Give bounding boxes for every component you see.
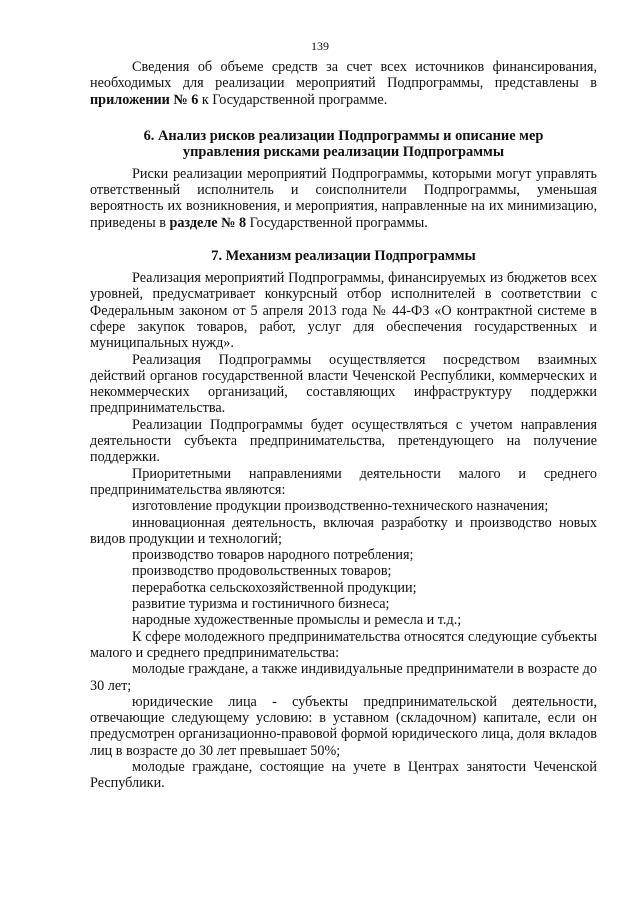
intro-appendix-ref: приложении № 6 [90, 91, 199, 108]
priority-item: развитие туризма и гостиничного бизнеса; [132, 596, 390, 613]
priority-item: производство товаров народного потребления; [132, 547, 414, 564]
priority-item: народные художественные промыслы и ремесла и т.д.; [132, 612, 462, 629]
section7-paragraph-2: Реализация Подпрограммы осуществляется посредством взаимных действий органов государственной власти Чеченской Республики, коммерческих и некоммерческих организаций, составляющих инфраструктуру поддержки предпринимательства. [90, 351, 597, 417]
priority-item: изготовление продукции производственно-технического назначения; [132, 498, 549, 515]
youth-item: молодые граждане, а также индивидуальные предприниматели в возрасте до 30 лет; [90, 661, 597, 694]
section6-heading-line2: управления рисками реализации Подпрограммы [182, 143, 505, 160]
youth-item: юридические лица - субъекты предпринимательской деятельности, отвечающие следующему условию: в уставном (складочном) капитале, если он предусмотрен организационно-правовой формой юридического лица, доля вкладов лиц в возрасте до 30 лет превышает 50%; [90, 693, 597, 759]
section6-heading [90, 128, 597, 160]
section7-paragraph-4: Приоритетными направлениями деятельности малого и среднего предпринимательства являются: [90, 465, 597, 498]
page-number: 139 [311, 39, 329, 53]
priority-item: переработка сельскохозяйственной продукции; [132, 579, 417, 596]
youth-item: молодые граждане, состоящие на учете в Центрах занятости Чеченской Республики. [90, 758, 597, 792]
youth-intro-paragraph: К сфере молодежного предпринимательства относятся следующие субъекты малого и среднего предпринимательства: [90, 628, 597, 661]
priority-item: производство продовольственных товаров; [132, 563, 392, 580]
intro-text: Сведения об объеме средств за счет всех источников финансирования, необходимых для реализации мероприятий Подпрограммы, представлены в [90, 59, 597, 92]
section7-paragraph-1: Реализация мероприятий Подпрограммы, финансируемых из бюджетов всех уровней, предусматривает конкурсный отбор исполнителей в соответствии с Федеральным законом от 5 апреля 2013 года № 44-ФЗ «О контрактной системе в сфере закупок товаров, работ, услуг для обеспечения государственных и муниципальных нужд». [90, 270, 597, 352]
page-content [90, 59, 597, 792]
intro-paragraph [90, 59, 597, 108]
section6-section-ref: разделе № 8 [169, 214, 247, 231]
section6-text-end: Государственной программы. [246, 214, 428, 231]
intro-text-end: к Государственной программе. [198, 91, 388, 108]
section7-heading: 7. Механизм реализации Подпрограммы [211, 248, 476, 265]
section6-text: Риски реализации мероприятий Подпрограммы, которыми могут управлять ответственный исполнитель и соисполнители Подпрограммы, уменьшая вероятность их возникновения, и мероприятия, направленные на их минимизацию, приведены в [90, 165, 597, 231]
section6-paragraph [90, 166, 597, 231]
priority-item: инновационная деятельность, включая разработку и производство новых видов продукции и технологий; [90, 514, 597, 547]
section7-paragraph-3: Реализации Подпрограммы будет осуществляться с учетом направления деятельности субъекта предпринимательства, претендующего на получение поддержки. [90, 416, 597, 466]
section6-heading-line1: 6. Анализ рисков реализации Подпрограммы и описание мер [143, 127, 544, 144]
